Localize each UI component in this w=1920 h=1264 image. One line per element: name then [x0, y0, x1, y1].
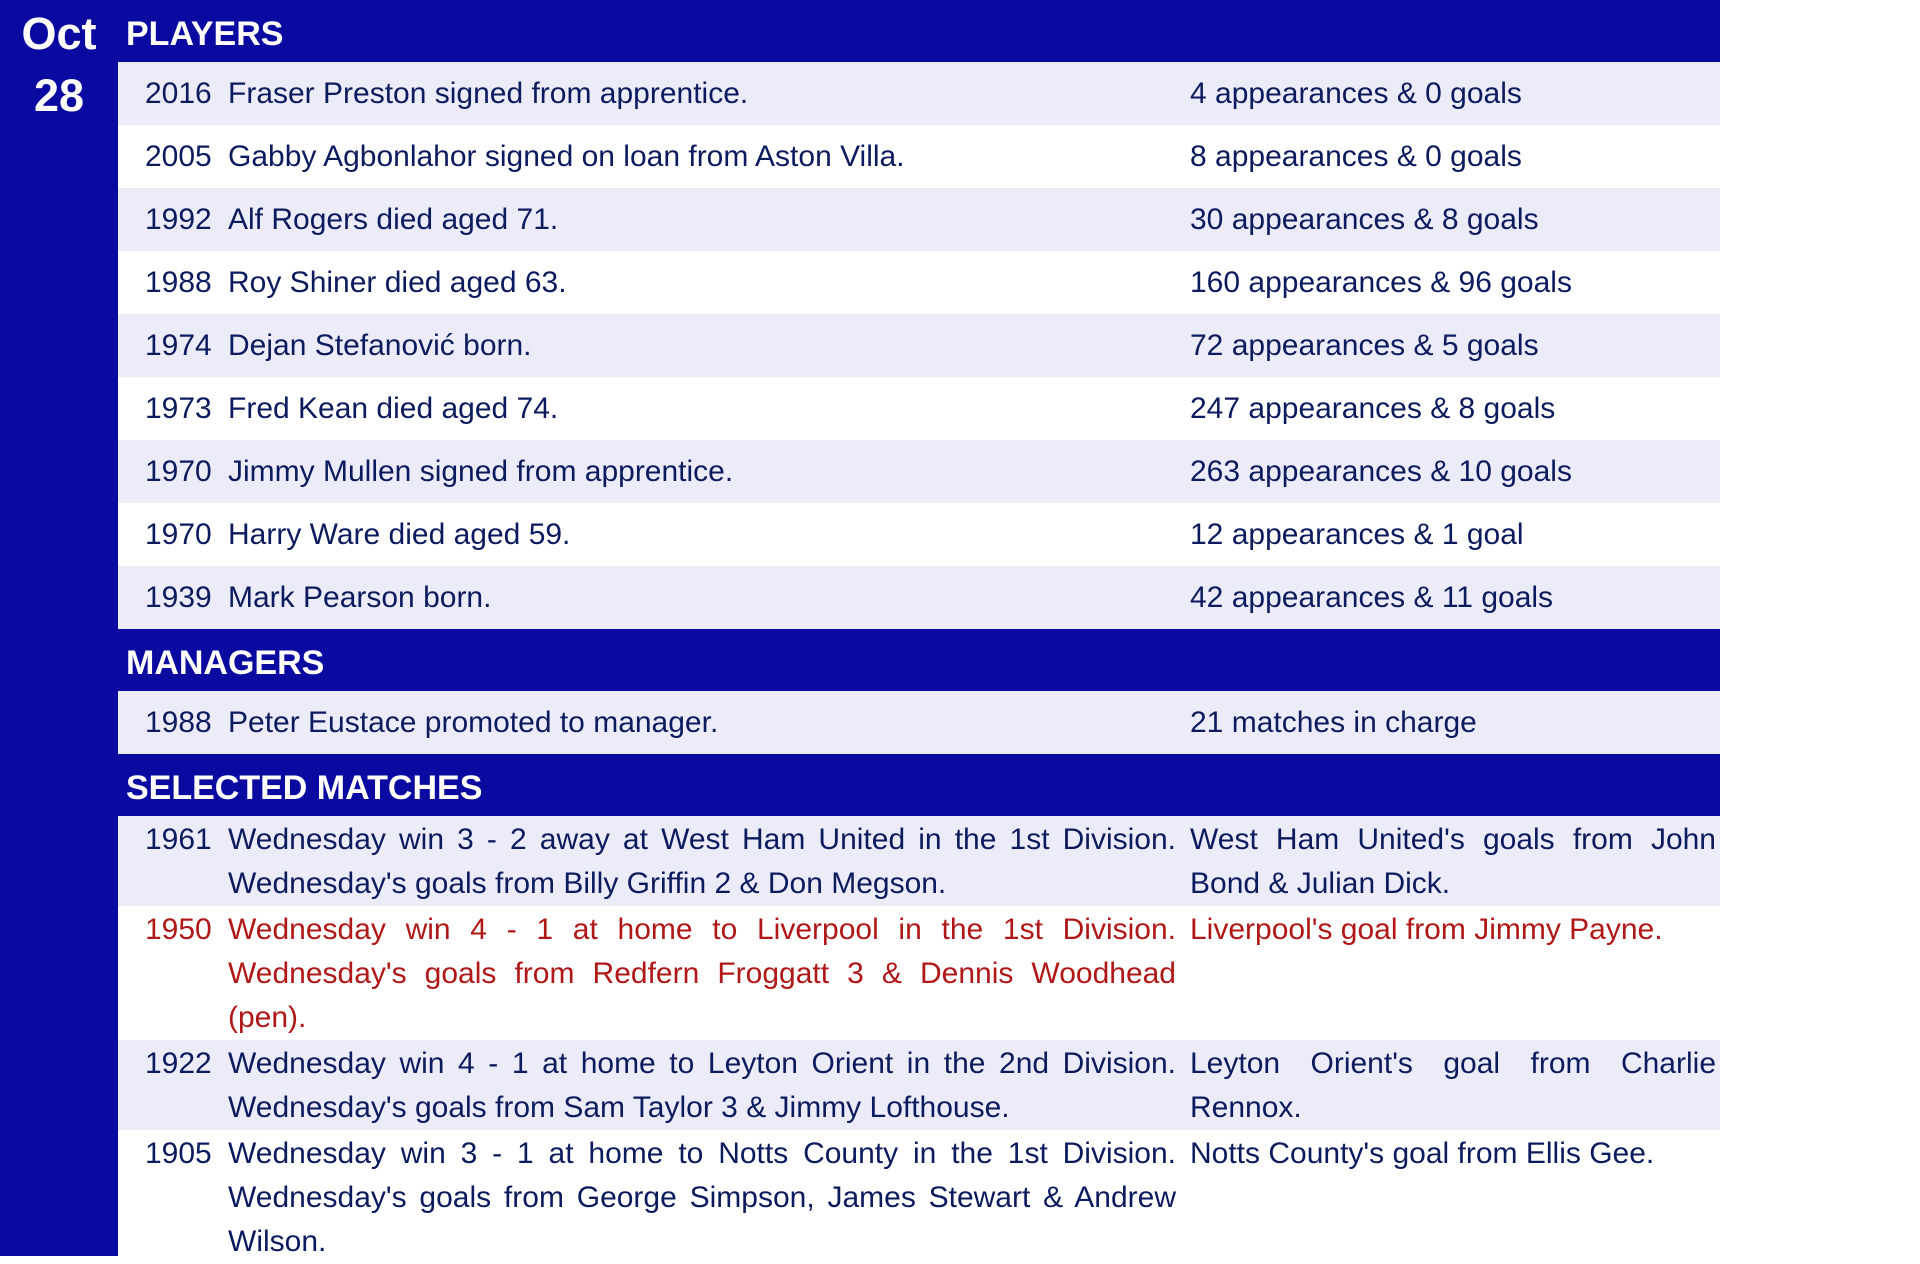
row-year: 1970	[145, 454, 212, 488]
row-description: Peter Eustace promoted to manager.	[228, 705, 719, 739]
row-stat: 247 appearances & 8 goals	[1190, 391, 1556, 425]
row-stat: 42 appearances & 11 goals	[1190, 580, 1554, 614]
row-stat: 8 appearances & 0 goals	[1190, 139, 1522, 173]
row-description: Fraser Preston signed from apprentice.	[228, 76, 749, 110]
row-year: 1939	[145, 580, 212, 614]
date-strip	[0, 0, 118, 1256]
row-year: 2005	[145, 139, 212, 173]
match-row-highlighted	[118, 906, 1720, 1040]
row-stat: 263 appearances & 10 goals	[1190, 454, 1572, 488]
row-year: 2016	[145, 76, 212, 110]
row-description: Gabby Agbonlahor signed on loan from Aston Villa.	[228, 139, 905, 173]
row-stat: Liverpool's goal from Jimmy Payne.	[1190, 913, 1663, 946]
content-table	[118, 0, 1720, 1256]
row-stat: 30 appearances & 8 goals	[1190, 202, 1539, 236]
player-row	[118, 377, 1720, 440]
match-row	[118, 816, 1720, 906]
match-row	[118, 1040, 1720, 1130]
row-year: 1950	[145, 913, 212, 946]
row-stat: West Ham United's goals from John Bond & Julian Dick.	[1190, 823, 1716, 900]
matches-section-header: SELECTED MATCHES	[118, 754, 1720, 816]
match-row	[118, 1130, 1720, 1264]
row-year: 1905	[145, 1137, 212, 1170]
row-stat: Leyton Orient's goal from Charlie Rennox.	[1190, 1047, 1716, 1124]
date-day: 28	[33, 70, 85, 121]
row-stat: 21 matches in charge	[1190, 705, 1477, 739]
row-year: 1992	[145, 202, 212, 236]
row-year: 1973	[145, 391, 212, 425]
row-description: Alf Rogers died aged 71.	[228, 202, 559, 236]
row-year: 1922	[145, 1047, 212, 1080]
players-section-header: PLAYERS	[118, 0, 1720, 62]
row-year: 1974	[145, 328, 212, 362]
row-stat: Notts County's goal from Ellis Gee.	[1190, 1137, 1655, 1170]
player-row	[118, 314, 1720, 377]
row-description: Wednesday win 4 - 1 at home to Leyton Orient in the 2nd Division. Wednesday's goals from Sam Taylor 3 & Jimmy Lofthouse.	[228, 1047, 1176, 1124]
manager-row	[118, 691, 1720, 754]
row-year: 1970	[145, 517, 212, 551]
player-row	[118, 566, 1720, 629]
row-year: 1961	[145, 823, 212, 856]
row-description: Roy Shiner died aged 63.	[228, 265, 567, 299]
player-row	[118, 125, 1720, 188]
date-month: Oct	[21, 8, 97, 59]
row-stat: 4 appearances & 0 goals	[1190, 76, 1522, 110]
row-year: 1988	[145, 705, 212, 739]
row-stat: 72 appearances & 5 goals	[1190, 328, 1539, 362]
row-description: Jimmy Mullen signed from apprentice.	[228, 454, 734, 488]
player-row	[118, 440, 1720, 503]
player-row	[118, 503, 1720, 566]
row-description: Wednesday win 3 - 2 away at West Ham United in the 1st Division. Wednesday's goals from Billy Griffin 2 & Don Megson.	[228, 823, 1176, 900]
row-description: Fred Kean died aged 74.	[228, 391, 559, 425]
managers-section-header: MANAGERS	[118, 629, 1720, 691]
row-description: Dejan Stefanović born.	[228, 328, 532, 362]
row-year: 1988	[145, 265, 212, 299]
row-stat: 12 appearances & 1 goal	[1190, 517, 1524, 551]
player-row	[118, 62, 1720, 125]
row-description: Wednesday win 3 - 1 at home to Notts County in the 1st Division. Wednesday's goals from George Simpson, James Stewart & Andrew Wilson.	[228, 1137, 1176, 1258]
row-description: Mark Pearson born.	[228, 580, 492, 614]
player-row	[118, 251, 1720, 314]
row-description: Wednesday win 4 - 1 at home to Liverpool in the 1st Division. Wednesday's goals from Redfern Froggatt 3 & Dennis Woodhead (pen).	[228, 913, 1176, 1034]
player-row	[118, 188, 1720, 251]
row-stat: 160 appearances & 96 goals	[1190, 265, 1572, 299]
row-description: Harry Ware died aged 59.	[228, 517, 571, 551]
